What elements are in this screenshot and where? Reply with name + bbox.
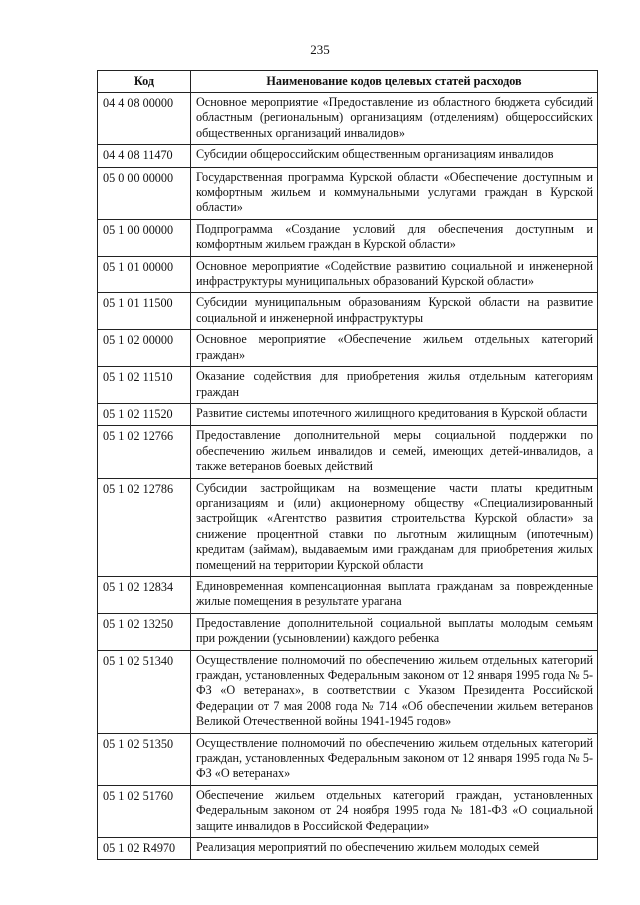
row-code: 05 1 02 11510 [98,367,191,404]
row-code: 05 1 01 11500 [98,293,191,330]
table-row [98,256,598,293]
table-row [98,426,598,478]
row-name: Субсидии муниципальным образованиям Курской области на развитие социальной и инженерной инфраструктуры [191,293,598,330]
table-row [98,145,598,167]
target-articles-table [97,70,598,860]
row-name: Основное мероприятие «Обеспечение жильем отдельных категорий граждан» [191,330,598,367]
table-row [98,576,598,613]
table-row [98,367,598,404]
row-code: 05 1 02 12766 [98,426,191,478]
row-name: Осуществление полномочий по обеспечению жильем отдельных категорий граждан, установленных Федеральным законом от 12 января 1995 года № 5-ФЗ «О ветеранах» [191,733,598,785]
table-row [98,613,598,650]
row-code: 05 1 02 12834 [98,576,191,613]
row-name: Развитие системы ипотечного жилищного кредитования в Курской области [191,403,598,425]
row-name: Подпрограмма «Создание условий для обеспечения доступным и комфортным жильем граждан в Курской области» [191,219,598,256]
table-row [98,93,598,145]
row-code: 05 0 00 00000 [98,167,191,219]
row-code: 05 1 00 00000 [98,219,191,256]
row-name: Обеспечение жильем отдельных категорий граждан, установленных Федеральным законом от 24 ноября 1995 года № 181-ФЗ «О социальной защите инвалидов в Российской Федерации» [191,785,598,837]
table-row [98,293,598,330]
table-row [98,733,598,785]
table-row [98,478,598,576]
table-header-row [98,71,598,93]
row-name: Оказание содействия для приобретения жилья отдельным категориям граждан [191,367,598,404]
row-name: Субсидии общероссийским общественным организациям инвалидов [191,145,598,167]
row-name: Государственная программа Курской области «Обеспечение доступным и комфортным жильем и коммунальными услугами граждан в Курской области» [191,167,598,219]
row-name: Предоставление дополнительной меры социальной поддержки по обеспечению жильем инвалидов и семей, имеющих детей-инвалидов, а также ветеранов боевых действий [191,426,598,478]
row-code: 04 4 08 11470 [98,145,191,167]
row-name: Субсидии застройщикам на возмещение части платы кредитным организациям и (или) акционерному обществу «Специализированный застройщик «Агентство развития строительства Курской области» за снижение процентной ставки по льготным жилищным (ипотечным) кредитам (займам), выдаваемым ими гражданам для приобретения жилых помещений на территории Курской области [191,478,598,576]
row-code: 05 1 02 13250 [98,613,191,650]
row-code: 05 1 02 R4970 [98,838,191,860]
row-code: 05 1 02 51350 [98,733,191,785]
table-row [98,785,598,837]
header-name: Наименование кодов целевых статей расходов [191,71,598,93]
row-name: Предоставление дополнительной социальной выплаты молодым семьям при рождении (усыновлении) каждого ребенка [191,613,598,650]
table-row [98,403,598,425]
row-name: Реализация мероприятий по обеспечению жильем молодых семей [191,838,598,860]
header-code: Код [98,71,191,93]
row-code: 05 1 02 11520 [98,403,191,425]
row-name: Единовременная компенсационная выплата гражданам за поврежденные жилые помещения в результате урагана [191,576,598,613]
row-code: 05 1 02 51340 [98,650,191,733]
table-row [98,167,598,219]
row-code: 05 1 02 51760 [98,785,191,837]
row-name: Осуществление полномочий по обеспечению жильем отдельных категорий граждан, установленных Федеральным законом от 12 января 1995 года № 5-ФЗ «О ветеранах», в соответствии с Указом Президента Российской Федерации от 7 мая 2008 года № 714 «Об обеспечении жильем ветеранов Великой Отечественной войны 1941-1945 годов» [191,650,598,733]
row-code: 04 4 08 00000 [98,93,191,145]
table-body [98,93,598,860]
table-row [98,650,598,733]
page-number: 235 [310,42,330,57]
table-row [98,219,598,256]
row-code: 05 1 01 00000 [98,256,191,293]
row-name: Основное мероприятие «Содействие развитию социальной и инженерной инфраструктуры муниципальных образований Курской области» [191,256,598,293]
row-code: 05 1 02 12786 [98,478,191,576]
row-code: 05 1 02 00000 [98,330,191,367]
table-row [98,838,598,860]
row-name: Основное мероприятие «Предоставление из областного бюджета субсидий областным (региональным) организациям (отделениям) общероссийских общественных организаций инвалидов» [191,93,598,145]
table-row [98,330,598,367]
